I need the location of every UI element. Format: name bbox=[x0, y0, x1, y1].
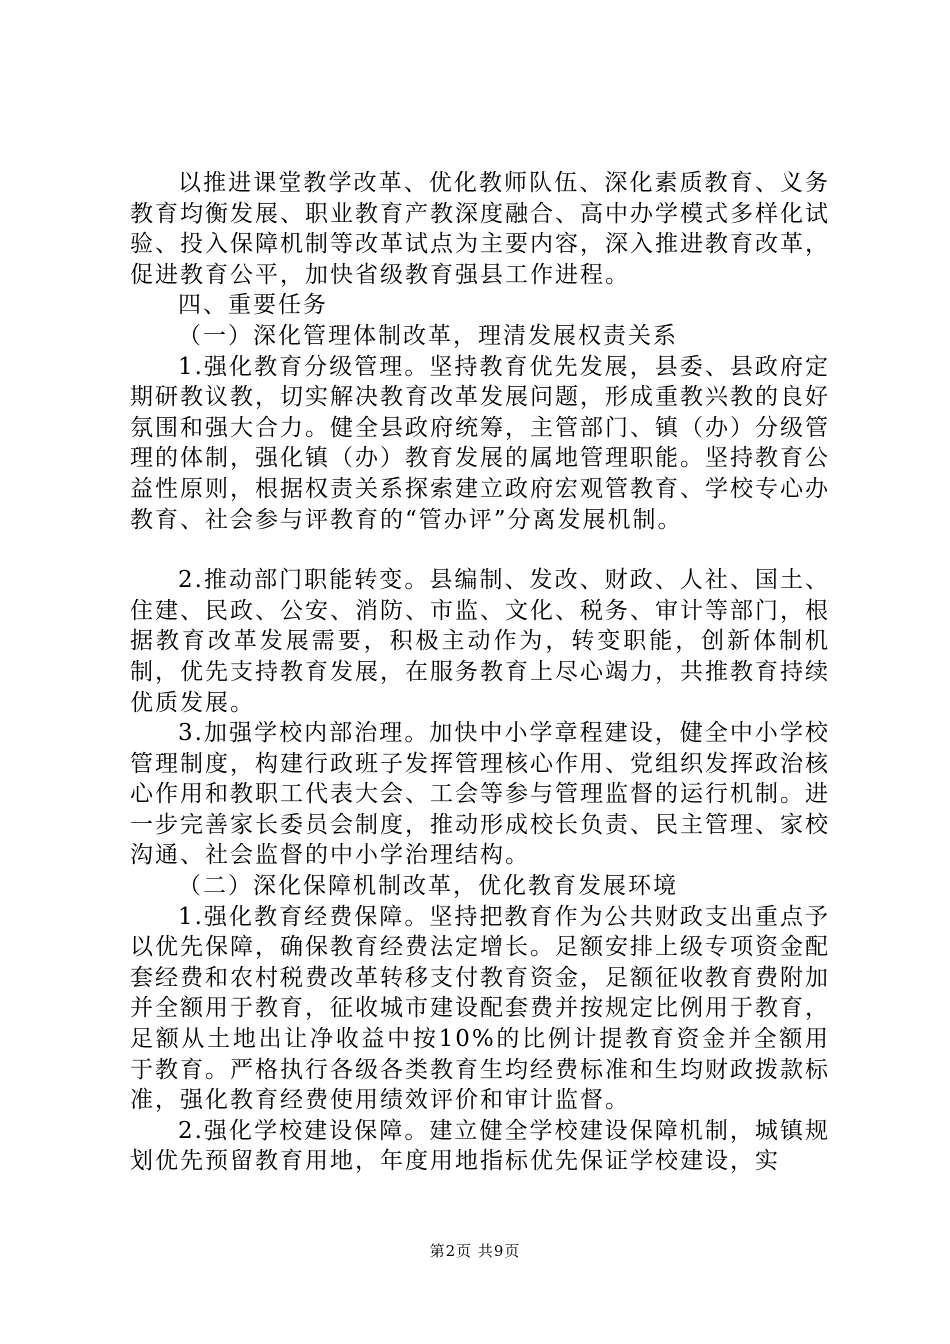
paragraph-construction-guarantee: 2.强化学校建设保障。建立健全学校建设保障机制，城镇规划优先预留教育用地，年度用地指标优先保证学校建设，实 bbox=[130, 1117, 830, 1175]
paragraph-school-governance: 3.加强学校内部治理。加快中小学章程建设，健全中小学校管理制度，构建行政班子发挥管理核心作用、党组织发挥政治核心作用和教职工代表大会、工会等参与管理监督的运行机制。进一步完善家长委员会制度，推动形成校长负责、民主管理、家校沟通、社会监督的中小学治理结构。 bbox=[130, 720, 830, 869]
paragraph-intro: 以推进课堂教学改革、优化教师队伍、深化素质教育、义务教育均衡发展、职业教育产教深度融合、高中办学模式多样化试验、投入保障机制等改革试点为主要内容，深入推进教育改革，促进教育公平，加快省级教育强县工作进程。 bbox=[130, 170, 830, 288]
paragraph-tiered-management: 1.强化教育分级管理。坚持教育优先发展，县委、县政府定期研教议教，切实解决教育改革发展问题，形成重教兴教的良好氛围和强大合力。健全县政府统筹，主管部门、镇（办）分级管理的体制，强化镇（办）教育发展的属地管理职能。坚持教育公益性原则，根据权责关系探索建立政府宏观管教育、学校专心办教育、社会参与评教育的“管办评”分离发展机制。 bbox=[130, 353, 830, 533]
page-footer: 第2页 共9页 bbox=[429, 1242, 521, 1260]
paragraph-funding-guarantee: 1.强化教育经费保障。坚持把教育作为公共财政支出重点予以优先保障，确保教育经费法定增长。足额安排上级专项资金配套经费和农村税费改革转移支付教育资金，足额征收教育费附加并全额用于教育，征收城市建设配套费并按规定比例用于教育，足额从土地出让净收益中按10%的比例计提教育资金并全额用于教育。严格执行各级各类教育生均经费标准和生均财政拨款标准，强化教育经费使用绩效评价和审计监督。 bbox=[130, 903, 830, 1114]
subsection-heading-management: （一）深化管理体制改革，理清发展权责关系 bbox=[178, 322, 678, 349]
paragraph-department-functions: 2.推动部门职能转变。县编制、发改、财政、人社、国土、住建、民政、公安、消防、市监、文化、税务、审计等部门，根据教育改革发展需要，积极主动作为，转变职能，创新体制机制，优先支持教育发展，在服务教育上尽心竭力，共推教育持续优质发展。 bbox=[130, 567, 830, 716]
document-body bbox=[130, 168, 830, 1177]
section-heading-tasks: 四、重要任务 bbox=[178, 292, 328, 319]
subsection-heading-guarantee: （二）深化保障机制改革，优化教育发展环境 bbox=[178, 873, 678, 900]
